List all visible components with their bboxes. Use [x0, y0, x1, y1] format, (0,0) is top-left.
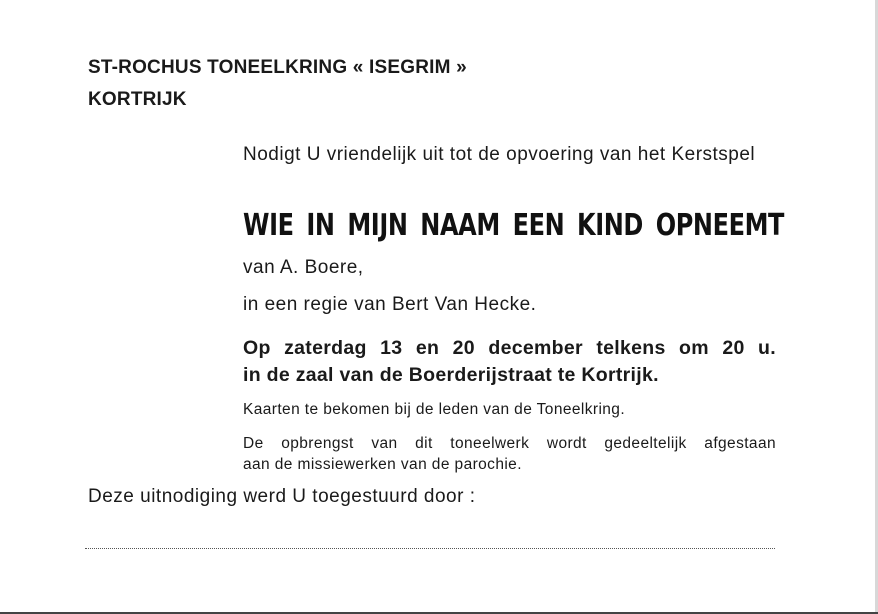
- play-director: in een regie van Bert Van Hecke.: [243, 294, 537, 315]
- invitation-text: Nodigt U vriendelijk uit tot de opvoering van het Kerstspel: [243, 144, 756, 165]
- performance-info: [243, 335, 776, 389]
- organization-name: ST-ROCHUS TONEELKRING « ISEGRIM »: [88, 57, 467, 78]
- proceeds-line-1: De opbrengst van dit toneelwerk wordt gedeeltelijk afgestaan: [243, 435, 776, 452]
- proceeds-note: [243, 433, 776, 475]
- play-title: WIE IN MIJN NAAM EEN KIND OPNEEMT: [243, 208, 785, 243]
- tickets-note: Kaarten te bekomen bij de leden van de Toneelkring.: [243, 401, 626, 418]
- sent-by-label: Deze uitnodiging werd U toegestuurd door :: [88, 486, 476, 507]
- organization-city: KORTRIJK: [88, 89, 187, 110]
- performance-venue: in de zaal van de Boerderijstraat te Kortrijk.: [243, 364, 659, 386]
- performance-dates: Op zaterdag 13 en 20 december telkens om 20 u.: [243, 337, 776, 359]
- play-author: van A. Boere,: [243, 257, 364, 278]
- proceeds-line-2: aan de missiewerken van de parochie.: [243, 456, 522, 473]
- signature-dotted-line: [85, 548, 775, 549]
